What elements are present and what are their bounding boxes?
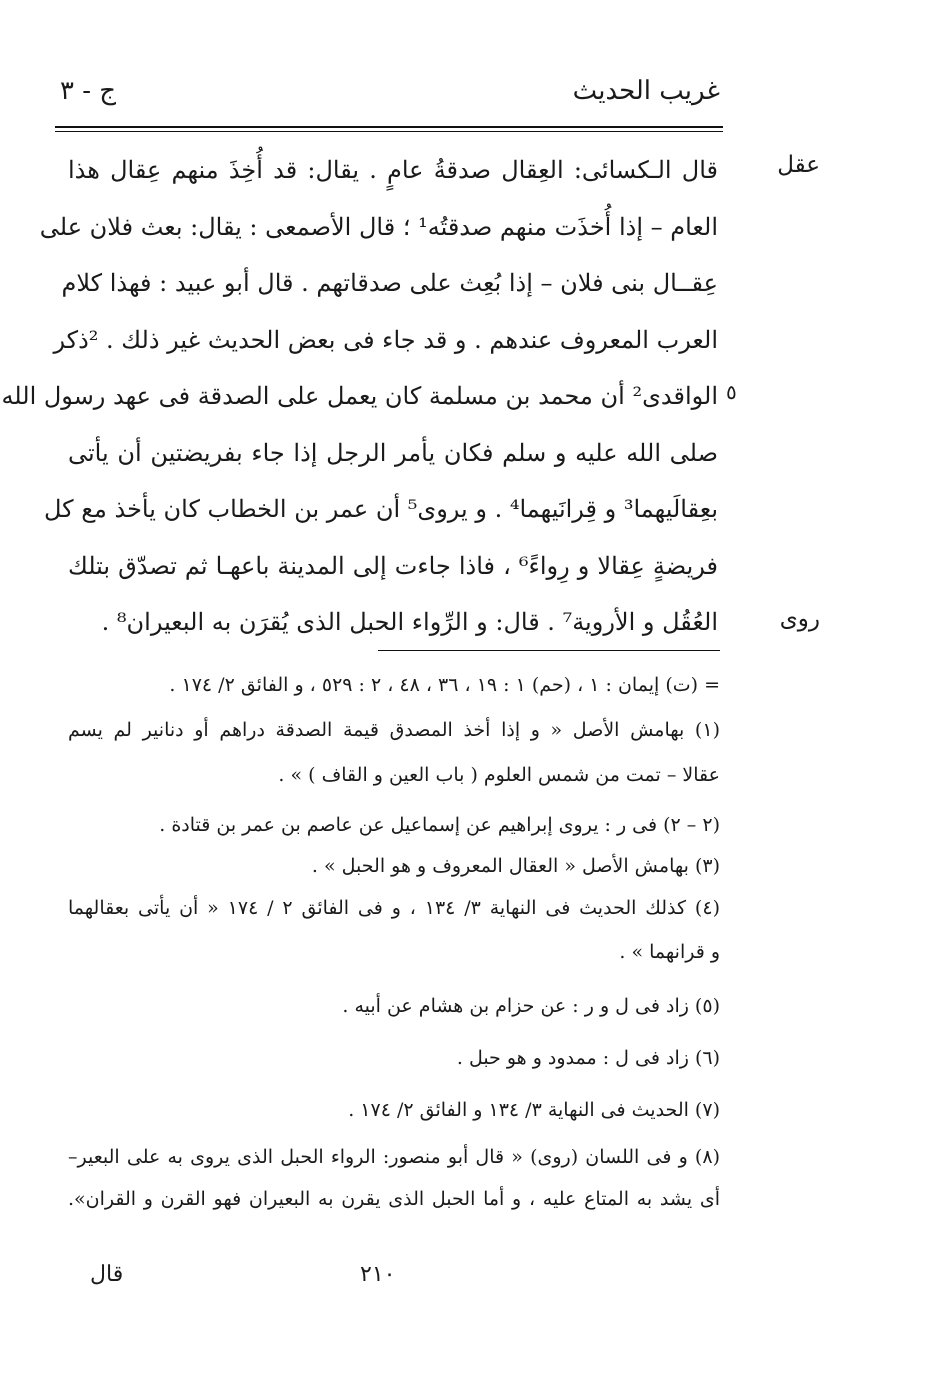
footnote-line: (٤) كذلك الحديث فى النهاية ٣/ ١٣٤ ، و فى الفائق ٢ / ١٧٤ « أن يأتى بعقالهما <box>68 897 720 919</box>
footnote-separator <box>378 650 720 651</box>
page-footer <box>60 1262 720 1302</box>
footnote-line: (١) بهامش الأصل « و إذا أخذ المصدق قيمة الصدقة دراهم أو دنانير لم يسم <box>68 719 720 741</box>
text-line: الواقدى² أن محمد بن مسلمة كان يعمل على الصدقة فى عهد رسول الله <box>1 382 718 410</box>
page-number: ٢١٠ <box>360 1262 396 1287</box>
footnote-line: عقالا – تمت من شمس العلوم ( باب العين و القاف ) » . <box>278 764 720 786</box>
margin-entry-word: روى <box>779 606 820 632</box>
footnote-line: (٨) و فى اللسان (روى) « قال أبو منصور: الرواء الحبل الذى يروى به على البعير– <box>68 1146 720 1168</box>
volume-label: ج - ٣ <box>60 76 117 106</box>
main-text <box>1 142 718 651</box>
margin-entry-word: عقل <box>777 152 820 178</box>
text-line: عِقــال بنى فلان – إذا بُعِث على صدقاتهم . قال أبو عبيد : فهذا كلام <box>61 269 718 297</box>
footnote-line: (٧) الحديث فى النهاية ٣/ ١٣٤ و الفائق ٢/ ١٧٤ . <box>348 1099 720 1121</box>
footnote-line: (٢ – ٢) فى ر : يروى إبراهيم عن إسماعيل عن عاصم بن عمر بن قتادة . <box>159 814 720 836</box>
footnote-line: (٦) زاد فى ل : ممدود و هو حبل . <box>456 1047 720 1069</box>
footnote-line: أى يشد به المتاع عليه ، و أما الحبل الذى يقرن به البعيران فهو القرن و القران». <box>68 1188 720 1210</box>
footnote-line: = (ت) إيمان : ١ ، (حم) ١ : ١٩ ، ٣٦ ، ٤٨ ، ٢ : ٥٢٩ ، و الفائق ٢/ ١٧٤ . <box>169 674 720 696</box>
header-rule-thin <box>55 131 723 132</box>
text-line: قال الـكسائى: العِقال صدقةُ عامٍ . يقال: قد أُخِذَ منهم عِقال هذا <box>68 156 718 184</box>
text-line: صلى الله عليه و سلم فكان يأمر الرجل إذا جاء بفريضتين أن يأتى <box>68 438 718 467</box>
footnotes <box>68 662 720 1220</box>
footnote-line: (٥) زاد فى ل و ر : عن حزام بن هشام عن أبيه . <box>342 995 720 1017</box>
text-line: فريضةٍ عِقالا و رِواءً⁶ ، فاذا جاءت إلى المدينة باعهـا ثم تصدّق بتلك <box>68 551 718 580</box>
book-title: غريب الحديث <box>572 76 720 106</box>
header-rule <box>55 126 723 128</box>
text-line: بعِقالَيهما³ و قِرانَيهما⁴ . و يروى⁵ أن عمر بن الخطاب كان يأخذ مع كل <box>44 495 718 523</box>
footnote-line: (٣) بهامش الأصل « العقال المعروف و هو الحبل » . <box>311 855 720 877</box>
line-number: ٥ <box>726 380 737 404</box>
text-line: العُقُل و الأروية⁷ . قال: و الرِّواء الحبل الذى يُقرَن به البعيران⁸ . <box>101 608 718 636</box>
catchword: قال <box>90 1262 124 1287</box>
text-line: العرب المعروف عندهم . و قد جاء فى بعض الحديث غير ذلك . ²ذكر <box>53 325 718 354</box>
footnote-line: و قرانهما » . <box>619 941 720 963</box>
running-header <box>60 76 720 116</box>
text-line: العام – إذا أُخذَت منهم صدقتُه¹ ؛ قال الأصمعى : يقال: بعث فلان على <box>39 212 718 241</box>
